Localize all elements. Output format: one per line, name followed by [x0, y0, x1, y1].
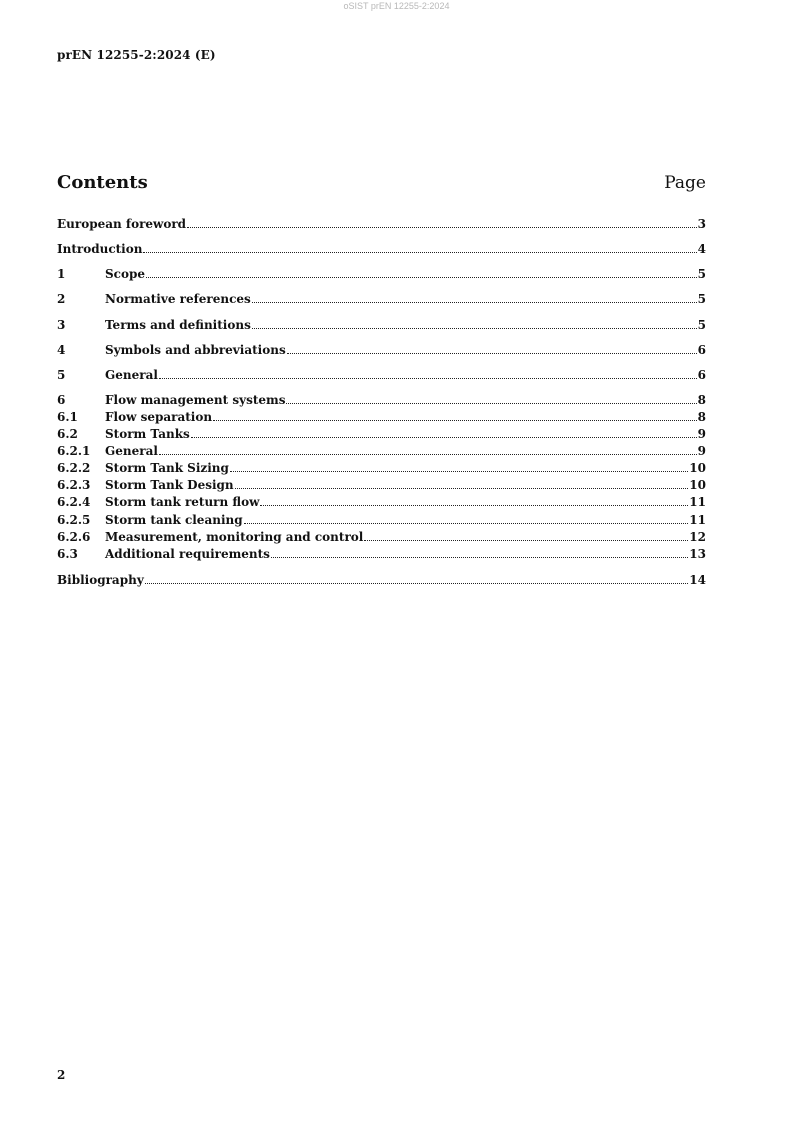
toc-entry-page: 8 — [697, 410, 706, 424]
page-column-label: Page — [664, 173, 706, 193]
toc-entry-number: 4 — [57, 343, 66, 357]
toc-entry-number: 6 — [57, 393, 66, 407]
toc-leader-dots — [260, 504, 688, 506]
toc-entry-page: 12 — [689, 530, 706, 544]
toc-entry-page: 10 — [689, 478, 706, 492]
toc-entry-page: 4 — [697, 242, 706, 256]
toc-leader-dots — [364, 539, 688, 541]
toc-entry-number: 5 — [57, 368, 66, 382]
toc-entry-flow-separation[interactable] — [57, 409, 706, 425]
toc-entry-introduction[interactable] — [57, 241, 706, 257]
toc-entry-number: 6.2.2 — [57, 461, 91, 475]
toc-leader-dots — [146, 276, 697, 278]
toc-leader-dots — [159, 453, 697, 455]
toc-leader-dots — [143, 251, 696, 253]
toc-entry-title: Scope — [105, 267, 146, 281]
toc-entry-title: Storm Tank Design — [105, 478, 234, 492]
toc-entry-title: Terms and definitions — [105, 318, 251, 332]
toc-leader-dots — [244, 522, 689, 524]
toc-leader-dots — [230, 470, 688, 472]
toc-entry-number: 6.3 — [57, 547, 78, 561]
toc-entry-flow-management-systems[interactable] — [57, 392, 706, 408]
toc-entry-title: Flow management systems — [105, 393, 286, 407]
contents-title: Contents — [57, 172, 148, 193]
toc-entry-page: 9 — [697, 444, 706, 458]
toc-entry-title: Storm Tanks — [105, 427, 190, 441]
toc-entry-symbols-and-abbreviations[interactable] — [57, 342, 706, 358]
toc-entry-title: Normative references — [105, 292, 251, 306]
toc-entry-general[interactable] — [57, 367, 706, 383]
toc-entry-number: 6.2.3 — [57, 478, 91, 492]
toc-leader-dots — [287, 352, 697, 354]
toc-entry-storm-tank-sizing[interactable] — [57, 460, 706, 476]
toc-entry-page: 10 — [689, 461, 706, 475]
toc-entry-number: 6.2.6 — [57, 530, 91, 544]
contents-heading — [57, 172, 706, 193]
toc-entry-title: Bibliography — [57, 573, 144, 587]
watermark: oSIST prEN 12255-2:2024 — [343, 1, 450, 11]
toc-entry-page: 11 — [689, 495, 706, 509]
toc-leader-dots — [145, 582, 689, 584]
toc-leader-dots — [252, 301, 697, 303]
toc-leader-dots — [252, 327, 697, 329]
toc-entry-european-foreword[interactable] — [57, 216, 706, 232]
toc-entry-title: General — [105, 444, 158, 458]
toc-entry-number: 6.2.4 — [57, 495, 91, 509]
toc-entry-bibliography[interactable] — [57, 572, 706, 588]
toc-entry-scope[interactable] — [57, 266, 706, 282]
toc-entry-title: Symbols and abbreviations — [105, 343, 286, 357]
toc-leader-dots — [271, 556, 688, 558]
toc-entry-number: 6.1 — [57, 410, 78, 424]
toc-entry-number: 6.2.5 — [57, 513, 91, 527]
toc-entry-number: 1 — [57, 267, 66, 281]
toc-entry-number: 2 — [57, 292, 66, 306]
toc-entry-number: 3 — [57, 318, 66, 332]
toc-entry-page: 6 — [697, 343, 706, 357]
toc-entry-page: 11 — [689, 513, 706, 527]
toc-entry-storm-tank-cleaning[interactable] — [57, 512, 706, 528]
toc-entry-storm-tanks-general[interactable] — [57, 443, 706, 459]
toc-leader-dots — [286, 402, 696, 404]
toc-entry-normative-references[interactable] — [57, 291, 706, 307]
document-id: prEN 12255-2:2024 (E) — [57, 48, 216, 62]
toc-entry-page: 5 — [697, 292, 706, 306]
toc-leader-dots — [187, 226, 697, 228]
toc-leader-dots — [213, 419, 697, 421]
page-number: 2 — [57, 1068, 66, 1082]
toc-entry-title: Storm tank return flow — [105, 495, 260, 509]
toc-entry-page: 13 — [689, 547, 706, 561]
toc-entry-title: Introduction — [57, 242, 143, 256]
toc-entry-storm-tank-return-flow[interactable] — [57, 494, 706, 510]
toc-entry-page: 9 — [697, 427, 706, 441]
toc-entry-title: Storm Tank Sizing — [105, 461, 229, 475]
toc-entry-additional-requirements[interactable] — [57, 546, 706, 562]
toc-entry-number: 6.2.1 — [57, 444, 91, 458]
toc-entry-page: 3 — [697, 217, 706, 231]
toc-entry-title: General — [105, 368, 158, 382]
toc-leader-dots — [159, 377, 697, 379]
toc-entry-number: 6.2 — [57, 427, 78, 441]
toc-entry-measurement-monitoring-control[interactable] — [57, 529, 706, 545]
toc-entry-terms-and-definitions[interactable] — [57, 317, 706, 333]
toc-entry-storm-tank-design[interactable] — [57, 477, 706, 493]
toc-entry-page: 6 — [697, 368, 706, 382]
toc-leader-dots — [191, 436, 697, 438]
toc-entry-title: Flow separation — [105, 410, 213, 424]
toc-entry-page: 8 — [697, 393, 706, 407]
toc-entry-storm-tanks[interactable] — [57, 426, 706, 442]
toc-entry-page: 5 — [697, 267, 706, 281]
toc-entry-page: 14 — [689, 573, 706, 587]
toc-entry-page: 5 — [697, 318, 706, 332]
toc-entry-title: Additional requirements — [105, 547, 270, 561]
toc-entry-title: European foreword — [57, 217, 187, 231]
toc-leader-dots — [235, 487, 689, 489]
toc-entry-title: Measurement, monitoring and control — [105, 530, 364, 544]
toc-entry-title: Storm tank cleaning — [105, 513, 243, 527]
